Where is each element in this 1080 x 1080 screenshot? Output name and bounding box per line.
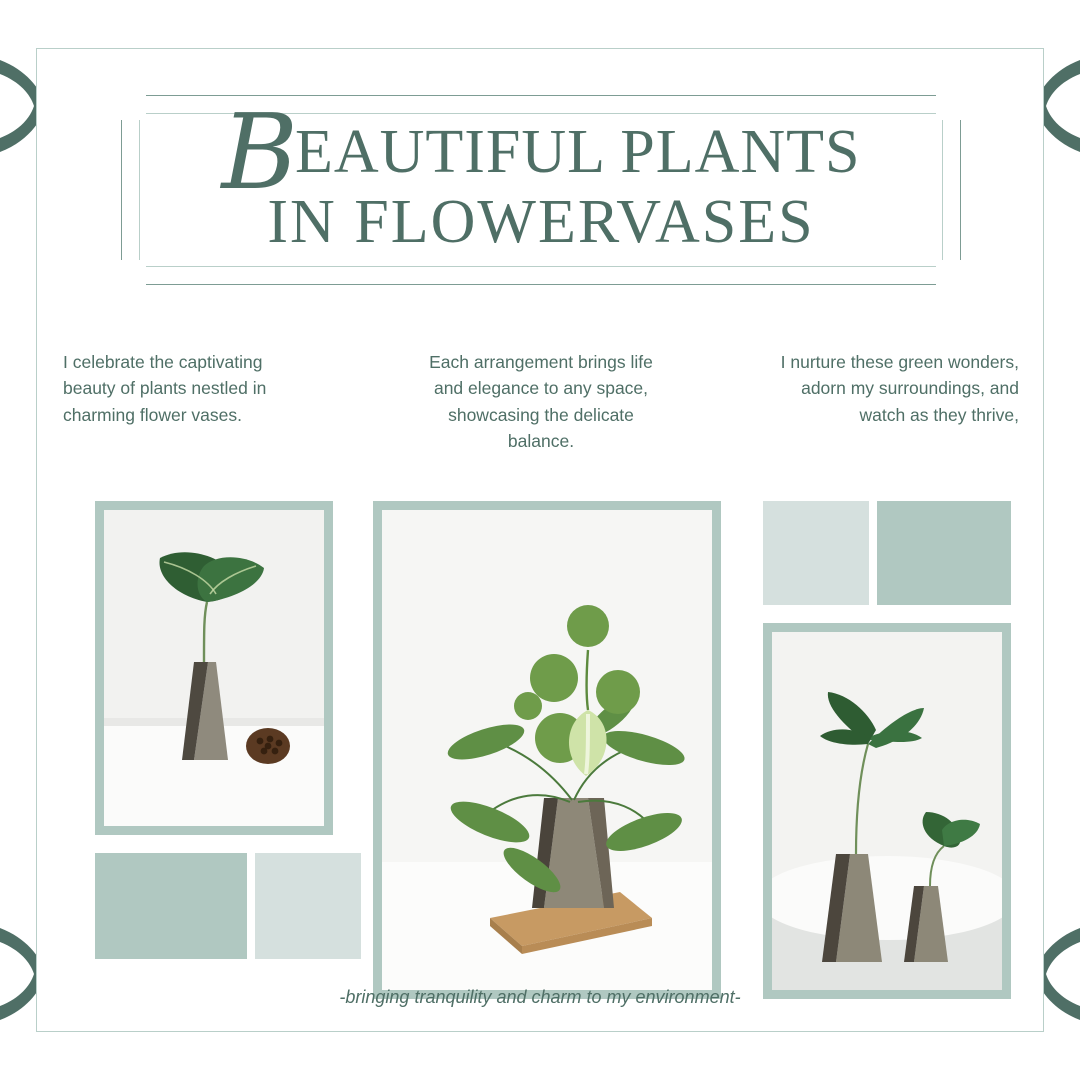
title-drop-cap: B	[221, 91, 299, 213]
title-corner-notch-tr	[936, 94, 962, 120]
footer-caption: -bringing tranquility and charm to my environment-	[339, 987, 741, 1007]
intro-paragraph-left: I celebrate the captivating beauty of plants nestled in charming flower vases.	[63, 352, 267, 425]
title-corner-notch-tl	[120, 94, 146, 120]
swatch-top-left	[763, 501, 869, 605]
poster-frame	[36, 48, 1044, 1032]
title-corner-notch-bl	[120, 260, 146, 286]
swatch-bottom-left	[95, 853, 247, 959]
photo-2-illustration	[382, 510, 712, 990]
photo-two-vases[interactable]	[763, 623, 1011, 999]
intro-paragraph-center: Each arrangement brings life and elegance to any space, showcasing the delicate balance.	[429, 352, 653, 451]
intro-columns	[63, 349, 1019, 454]
title-corner-notch-br	[936, 260, 962, 286]
photo-1-illustration	[104, 510, 324, 826]
intro-paragraph-right: I nurture these green wonders, adorn my surroundings, and watch as they thrive,	[780, 352, 1019, 425]
image-grid	[63, 461, 1019, 961]
photo-3-illustration	[772, 632, 1002, 990]
swatch-top-right	[877, 501, 1011, 605]
photo-floral-arrangement[interactable]	[373, 501, 721, 999]
title-line-1: EAUTIFUL PLANTS	[294, 118, 861, 186]
swatch-bottom-right	[255, 853, 361, 959]
page-title	[121, 91, 961, 257]
title-line-2: IN FLOWERVASES	[267, 187, 815, 256]
photo-monstera-single-vase[interactable]	[95, 501, 333, 835]
title-block	[121, 91, 961, 285]
